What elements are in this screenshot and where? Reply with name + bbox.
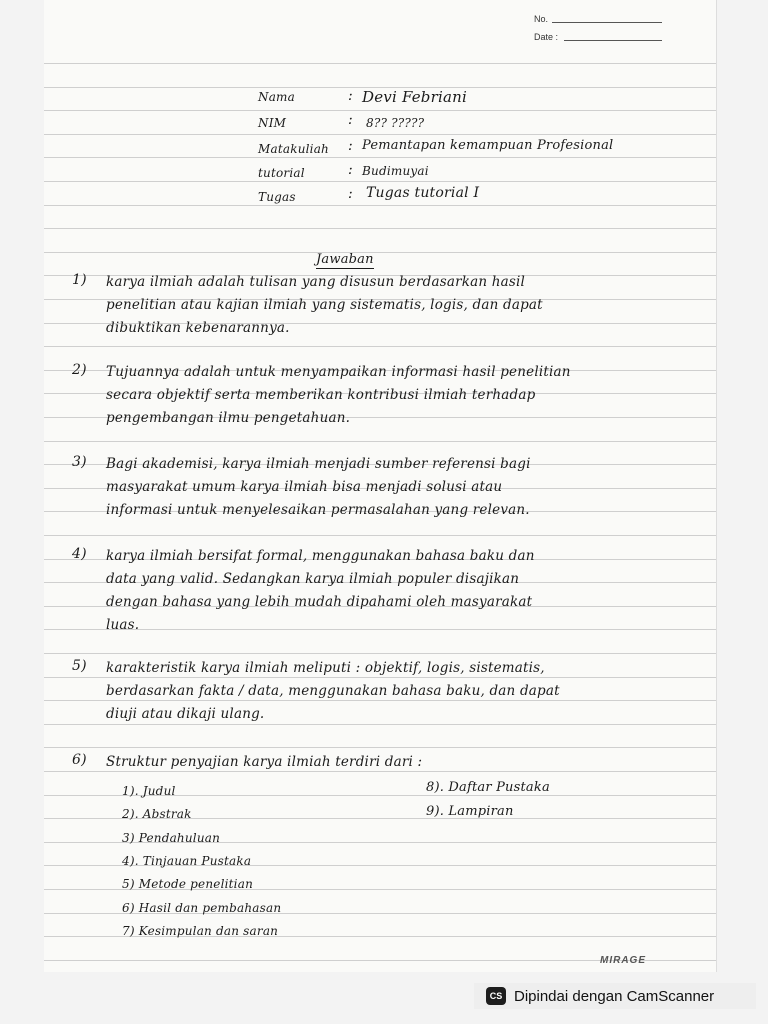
answer-line: Struktur penyajian karya ilmiah terdiri dari : <box>106 754 423 770</box>
structure-item: 9). Lampiran <box>426 804 514 819</box>
answer-number: 1) <box>72 272 87 288</box>
answer-number: 6) <box>72 752 87 768</box>
identity-label-task: Tugas <box>258 190 296 204</box>
ruled-line <box>44 771 716 772</box>
ruled-line <box>44 629 716 630</box>
answer-line: secara objektif serta memberikan kontribusi ilmiah terhadap <box>106 387 536 403</box>
answer-line: berdasarkan fakta / data, menggunakan bahasa baku, dan dapat <box>106 683 560 699</box>
structure-item: 1). Judul <box>122 784 176 798</box>
camscanner-text: Dipindai dengan CamScanner <box>514 987 715 1005</box>
ruled-line <box>44 252 716 253</box>
answer-line: diuji atau dikaji ulang. <box>106 706 265 722</box>
identity-label-tutorial: tutorial <box>258 166 305 180</box>
camscanner-watermark <box>474 983 756 1009</box>
notebook-brand-logo: MIRAGE <box>600 955 646 966</box>
answer-number: 4) <box>72 546 87 562</box>
colon: : <box>348 112 353 128</box>
ruled-line <box>44 181 716 182</box>
structure-item: 7) Kesimpulan dan saran <box>122 923 279 938</box>
ruled-line <box>44 63 716 64</box>
ruled-line <box>44 205 716 206</box>
structure-item: 8). Daftar Pustaka <box>426 780 550 795</box>
structure-item: 4). Tinjauan Pustaka <box>122 853 252 868</box>
answer-line: karya ilmiah adalah tulisan yang disusun berdasarkan hasil <box>106 274 526 290</box>
identity-value-name: Devi Febriani <box>362 88 467 106</box>
colon: : <box>348 162 353 178</box>
answer-line: data yang valid. Sedangkan karya ilmiah populer disajikan <box>106 571 520 587</box>
identity-label-course: Matakuliah <box>258 142 329 156</box>
identity-label-nim: NIM <box>258 116 287 130</box>
ruled-line <box>44 441 716 442</box>
identity-value-course: Pemantapan kemampuan Profesional <box>362 138 614 153</box>
ruled-line <box>44 747 716 748</box>
ruled-line <box>44 346 716 347</box>
identity-value-tutorial: Budimuyai <box>362 164 429 178</box>
colon: : <box>348 186 353 202</box>
ruled-line <box>44 228 716 229</box>
answer-heading: Jawaban <box>316 252 374 267</box>
answer-line: karakteristik karya ilmiah meliputi : objektif, logis, sistematis, <box>106 660 545 676</box>
structure-item: 3) Pendahuluan <box>122 830 221 845</box>
ruled-line <box>44 724 716 725</box>
notebook-page <box>44 0 716 972</box>
ruled-line <box>44 535 716 536</box>
ruled-line <box>44 677 716 678</box>
identity-label-name: Nama <box>258 90 295 104</box>
no-line <box>552 22 662 23</box>
structure-item: 6) Hasil dan pembahasan <box>122 900 282 915</box>
colon: : <box>348 138 353 154</box>
colon: : <box>348 88 353 104</box>
ruled-line <box>44 110 716 111</box>
answer-line: penelitian atau kajian ilmiah yang sistematis, logis, dan dapat <box>106 297 543 313</box>
ruled-line <box>44 653 716 654</box>
answer-line: dibuktikan kebenarannya. <box>106 320 290 336</box>
answer-line: masyarakat umum karya ilmiah bisa menjadi solusi atau <box>106 479 503 495</box>
answer-number: 2) <box>72 362 87 378</box>
answer-line: pengembangan ilmu pengetahuan. <box>106 410 351 426</box>
ruled-line <box>44 157 716 158</box>
identity-value-task: Tugas tutorial I <box>366 185 480 201</box>
answer-line: luas. <box>106 617 140 633</box>
answer-line: informasi untuk menyelesaikan permasalahan yang relevan. <box>106 502 530 518</box>
date-label: Date : <box>534 32 559 42</box>
date-line <box>564 40 662 41</box>
answer-line: dengan bahasa yang lebih mudah dipahami oleh masyarakat <box>106 594 533 610</box>
no-label: No. <box>534 14 549 24</box>
identity-value-nim: 8?? ????? <box>366 116 425 130</box>
ruled-line <box>44 700 716 701</box>
answer-line: karya ilmiah bersifat formal, menggunakan bahasa baku dan <box>106 548 535 564</box>
answer-line: Bagi akademisi, karya ilmiah menjadi sumber referensi bagi <box>106 456 531 472</box>
camscanner-icon: CS <box>486 987 506 1005</box>
answer-number: 3) <box>72 454 87 470</box>
structure-item: 2). Abstrak <box>122 807 192 822</box>
ruled-line <box>44 134 716 135</box>
structure-item: 5) Metode penelitian <box>122 877 253 892</box>
answer-line: Tujuannya adalah untuk menyampaikan informasi hasil penelitian <box>106 364 571 380</box>
answer-number: 5) <box>72 658 87 674</box>
